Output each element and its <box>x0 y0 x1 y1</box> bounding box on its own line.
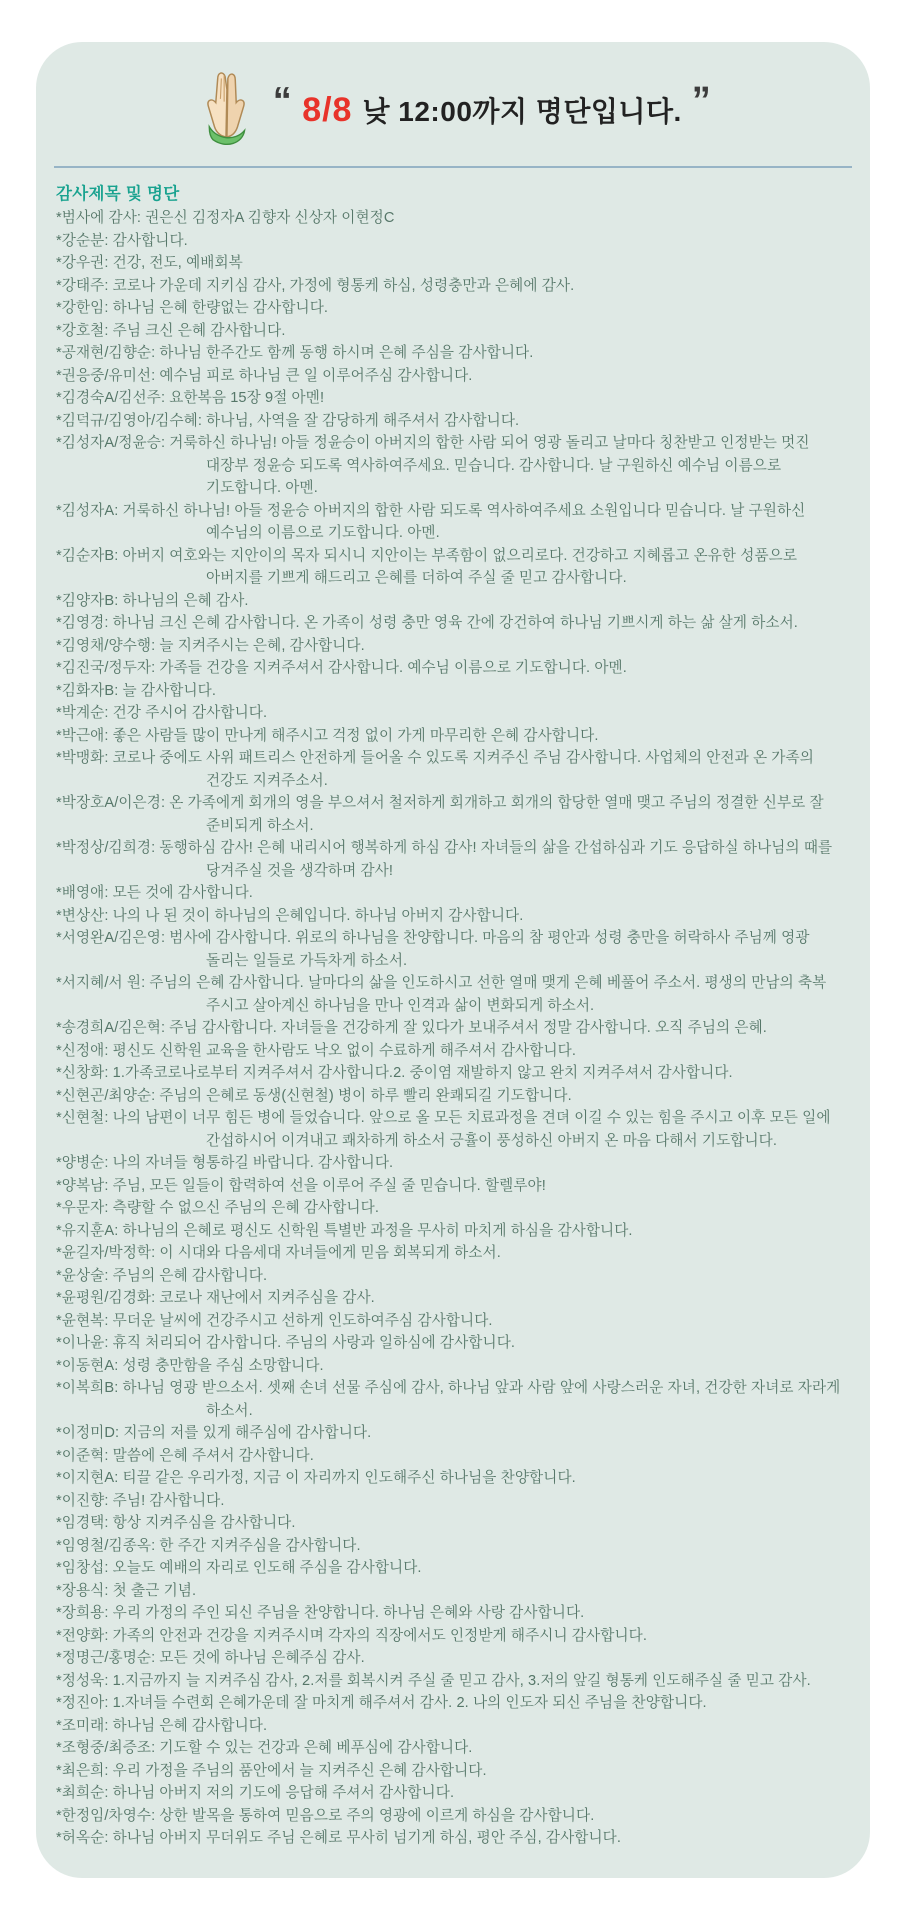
list-item: *이정미D: 지금의 저를 있게 해주심에 감사합니다. <box>56 1425 372 1441</box>
list-item: *김화자B: 늘 감사합니다. <box>56 682 217 699</box>
list-item: *유지훈A: 하나님의 은혜로 평신도 신학원 특별반 과정을 무사히 마치게 하심을 감사합니다. <box>56 1222 633 1239</box>
praying-hands-icon <box>195 71 257 149</box>
list-item: *신현철: 나의 남편이 너무 힘든 병에 들었습니다. 앞으로 올 모든 치료과정을 견뎌 이길 수 있는 힘을 주시고 이후 모든 일에 간섭하시어 이겨내고 쾌차하게 하소서 긍휼이 풍성하신 아버지 온 마음 다해서 기도합니다. <box>56 1110 831 1149</box>
list-item: *신정애: 평신도 신학원 교육을 한사람도 낙오 없이 수료하게 해주셔서 감사합니다. <box>56 1042 577 1059</box>
list-item: *신현곤/최양순: 주님의 은혜로 동생(신현철) 병이 하루 빨리 완쾌되길 기도합니다. <box>56 1087 572 1104</box>
list-item: *김영채/양수행: 늘 지켜주시는 은혜, 감사합니다. <box>56 637 365 654</box>
list-item: *임창섭: 오늘도 예배의 자리로 인도해 주심을 감사합니다. <box>56 1560 422 1576</box>
list-item: *공재현/김향순: 하나님 한주간도 함께 동행 하시며 은혜 주심을 감사합니다. <box>56 345 534 361</box>
list-item: *장용식: 첫 출근 기념. <box>56 1582 197 1599</box>
list-item: *허옥순: 하나님 아버지 무더위도 주님 은혜로 무사히 넘기게 하심, 평안 주심, 감사합니다. <box>56 1830 622 1846</box>
list-item: *김성자A/정윤승: 거룩하신 하나님! 아들 정윤승이 아버지의 합한 사람 되어 영광 돌리고 날마다 칭찬받고 인정받는 멋진 대장부 정윤승 되도록 역사하여주세요. 믿습니다. 감사합니다. 날 구원하신 예수님 이름으로 기도합니다. 아멘. <box>56 435 810 496</box>
list-item: *최은희: 우리 가정을 주님의 품안에서 늘 지켜주신 은혜 감사합니다. <box>56 1762 487 1779</box>
list-item: *윤길자/박정학: 이 시대와 다음세대 자녀들에게 믿음 회복되게 하소서. <box>56 1245 501 1261</box>
list-item: *김양자B: 하나님의 은혜 감사. <box>56 592 249 609</box>
headline <box>272 80 712 130</box>
section-title: 감사제목 및 명단 <box>56 185 180 203</box>
list-item: *한정임/차영수: 상한 발목을 통하여 믿음으로 주의 영광에 이르게 하심을 감사합니다. <box>56 1807 595 1824</box>
content <box>36 168 870 1850</box>
list-item: *박맹화: 코로나 중에도 사위 패트리스 안전하게 들어올 수 있도록 지켜주신 주님 감사합니다. 사업체의 안전과 온 가족의 건강도 지켜주소서. <box>56 750 814 789</box>
list-item: *전양화: 가족의 안전과 건강을 지켜주시며 각자의 직장에서도 인정받게 해주시니 감사합니다. <box>56 1627 647 1644</box>
list-item: *박계순: 건강 주시어 감사합니다. <box>56 705 268 721</box>
list-item: *윤상술: 주님의 은혜 감사합니다. <box>56 1267 268 1284</box>
list-item: *장희용: 우리 가정의 주인 되신 주님을 찬양합니다. 하나님 은혜와 사랑 감사합니다. <box>56 1605 585 1621</box>
list-item: *서지혜/서 원: 주님의 은혜 감사합니다. 날마다의 삶을 인도하시고 선한 열매 맺게 은혜 베풀어 주소서. 평생의 만남의 축복 주시고 살아계신 하나님을 만나 인격과 삶이 변화되게 하소서. <box>56 975 827 1014</box>
list-item: *조형중/최증조: 기도할 수 있는 건강과 은혜 베푸심에 감사합니다. <box>56 1740 473 1756</box>
list-item: *이나윤: 휴직 처리되어 감사합니다. 주님의 사랑과 일하심에 감사합니다. <box>56 1335 516 1351</box>
list-item: *박근애: 좋은 사람들 많이 만나게 해주시고 걱정 없이 가게 마무리한 은혜 감사합니다. <box>56 727 599 744</box>
list-item: *이동현A: 성령 충만함을 주심 소망합니다. <box>56 1357 324 1374</box>
header <box>36 62 870 158</box>
notice-card <box>36 42 870 1878</box>
list-item: *범사에 감사: 권은신 김정자A 김향자 신상자 이현정C <box>56 210 395 226</box>
list-item: *이진향: 주님! 감사합니다. <box>56 1492 225 1509</box>
list-item: *송경희A/김은혁: 주님 감사합니다. 자녀들을 건강하게 잘 있다가 보내주셔서 정말 감사합니다. 오직 주님의 은혜. <box>56 1020 767 1036</box>
list-item: *임영철/김종옥: 한 주간 지켜주심을 감사합니다. <box>56 1537 361 1554</box>
close-quote-mark: ” <box>691 80 712 122</box>
list-item: *배영애: 모든 것에 감사합니다. <box>56 885 253 901</box>
list-item: *김경숙A/김선주: 요한복음 15장 9절 아멘! <box>56 390 325 406</box>
thanks-list <box>56 207 856 1850</box>
list-item: *정진아: 1.자녀들 수련회 은혜가운데 잘 마치게 해주셔서 감사. 2. 나의 인도자 되신 주님을 찬양합니다. <box>56 1695 707 1711</box>
list-item: *권응중/유미선: 예수님 피로 하나님 큰 일 이루어주심 감사합니다. <box>56 367 473 384</box>
list-item: *박정상/김희경: 동행하심 감사! 은혜 내리시어 행복하게 하심 감사! 자녀들의 삶을 간섭하심과 기도 응답하실 하나님의 때를 당겨주실 것을 생각하며 감사! <box>56 840 833 879</box>
list-item: *양병순: 나의 자녀들 형통하길 바랍니다. 감사합니다. <box>56 1155 394 1171</box>
list-item: *변상산: 나의 나 된 것이 하나님의 은혜입니다. 하나님 아버지 감사합니다. <box>56 907 524 924</box>
list-item: *조미래: 하나님 은혜 감사합니다. <box>56 1717 268 1734</box>
list-item: *정성욱: 1.지금까지 늘 지켜주심 감사, 2.저를 회복시켜 주실 줄 믿고 감사, 3.저의 앞길 형통케 인도해주실 줄 믿고 감사. <box>56 1672 811 1689</box>
headline-text: 낮 12:00까지 명단입니다. <box>362 96 682 127</box>
list-item: *이준혁: 말씀에 은혜 주셔서 감사합니다. <box>56 1447 314 1464</box>
list-item: *김덕규/김영아/김수혜: 하나님, 사역을 잘 감당하게 해주셔서 감사합니다. <box>56 412 520 429</box>
list-item: *우문자: 측량할 수 없으신 주님의 은혜 감사합니다. <box>56 1200 379 1216</box>
list-item: *김영경: 하나님 크신 은혜 감사합니다. 온 가족이 성령 충만 영육 간에 강건하여 하나님 기쁘시게 하는 삶 살게 하소서. <box>56 615 798 631</box>
list-item: *정명근/홍명순: 모든 것에 하나님 은혜주심 감사. <box>56 1650 365 1666</box>
list-item: *양복남: 주님, 모든 일들이 합력하여 선을 이루어 주실 줄 믿습니다. 할렐루야! <box>56 1177 546 1194</box>
list-item: *강호철: 주님 크신 은혜 감사합니다. <box>56 322 286 339</box>
list-item: *강우권: 건강, 전도, 예배회복 <box>56 255 243 271</box>
list-item: *최희순: 하나님 아버지 저의 기도에 응답해 주셔서 감사합니다. <box>56 1785 455 1801</box>
list-item: *이복희B: 하나님 영광 받으소서. 셋째 손녀 선물 주심에 감사, 하나님 앞과 사람 앞에 사랑스러운 자녀, 건강한 자녀로 자라게 하소서. <box>56 1380 841 1419</box>
list-item: *김순자B: 아버지 여호와는 지안이의 목자 되시니 지안이는 부족함이 없으리로다. 건강하고 지혜롭고 온유한 성품으로 아버지를 기쁘게 해드리고 은혜를 더하여 주실 줄 믿고 감사합니다. <box>56 547 798 586</box>
list-item: *강순분: 감사합니다. <box>56 232 188 249</box>
list-item: *서영완A/김은영: 범사에 감사합니다. 위로의 하나님을 찬양합니다. 마음의 참 평안과 성령 충만을 허락하사 주님께 영광 돌리는 일들로 가득차게 하소서. <box>56 930 810 969</box>
list-item: *김진국/정두자: 가족들 건강을 지켜주셔서 감사합니다. 예수님 이름으로 기도합니다. 아멘. <box>56 660 627 676</box>
list-item: *윤현복: 무더운 날씨에 건강주시고 선하게 인도하여주심 감사합니다. <box>56 1312 493 1329</box>
list-item: *김성자A: 거룩하신 하나님! 아들 정윤승 아버지의 합한 사람 되도록 역사하여주세요 소원입니다 믿습니다. 날 구원하신 예수님의 이름으로 기도합니다. 아멘. <box>56 502 806 541</box>
list-item: *강한임: 하나님 은혜 한량없는 감사합니다. <box>56 300 329 316</box>
list-item: *윤평원/김경화: 코로나 재난에서 지켜주심을 감사. <box>56 1290 375 1306</box>
deadline-date: 8/8 <box>302 90 353 129</box>
list-item: *신창화: 1.가족코로나로부터 지켜주셔서 감사합니다.2. 중이염 재발하지 않고 완치 지켜주셔서 감사합니다. <box>56 1065 733 1081</box>
list-item: *이지현A: 티끌 같은 우리가정, 지금 이 자리까지 인도해주신 하나님을 찬양합니다. <box>56 1470 576 1486</box>
open-quote-mark: “ <box>272 80 293 122</box>
list-item: *강태주: 코로나 가운데 지키심 감사, 가정에 형통케 하심, 성령충만과 은혜에 감사. <box>56 277 575 294</box>
list-item: *박장호A/이은경: 온 가족에게 회개의 영을 부으셔서 철저하게 회개하고 회개의 합당한 열매 맺고 주님의 정결한 신부로 잘 준비되게 하소서. <box>56 795 824 834</box>
list-item: *임경택: 항상 지켜주심을 감사합니다. <box>56 1515 296 1531</box>
